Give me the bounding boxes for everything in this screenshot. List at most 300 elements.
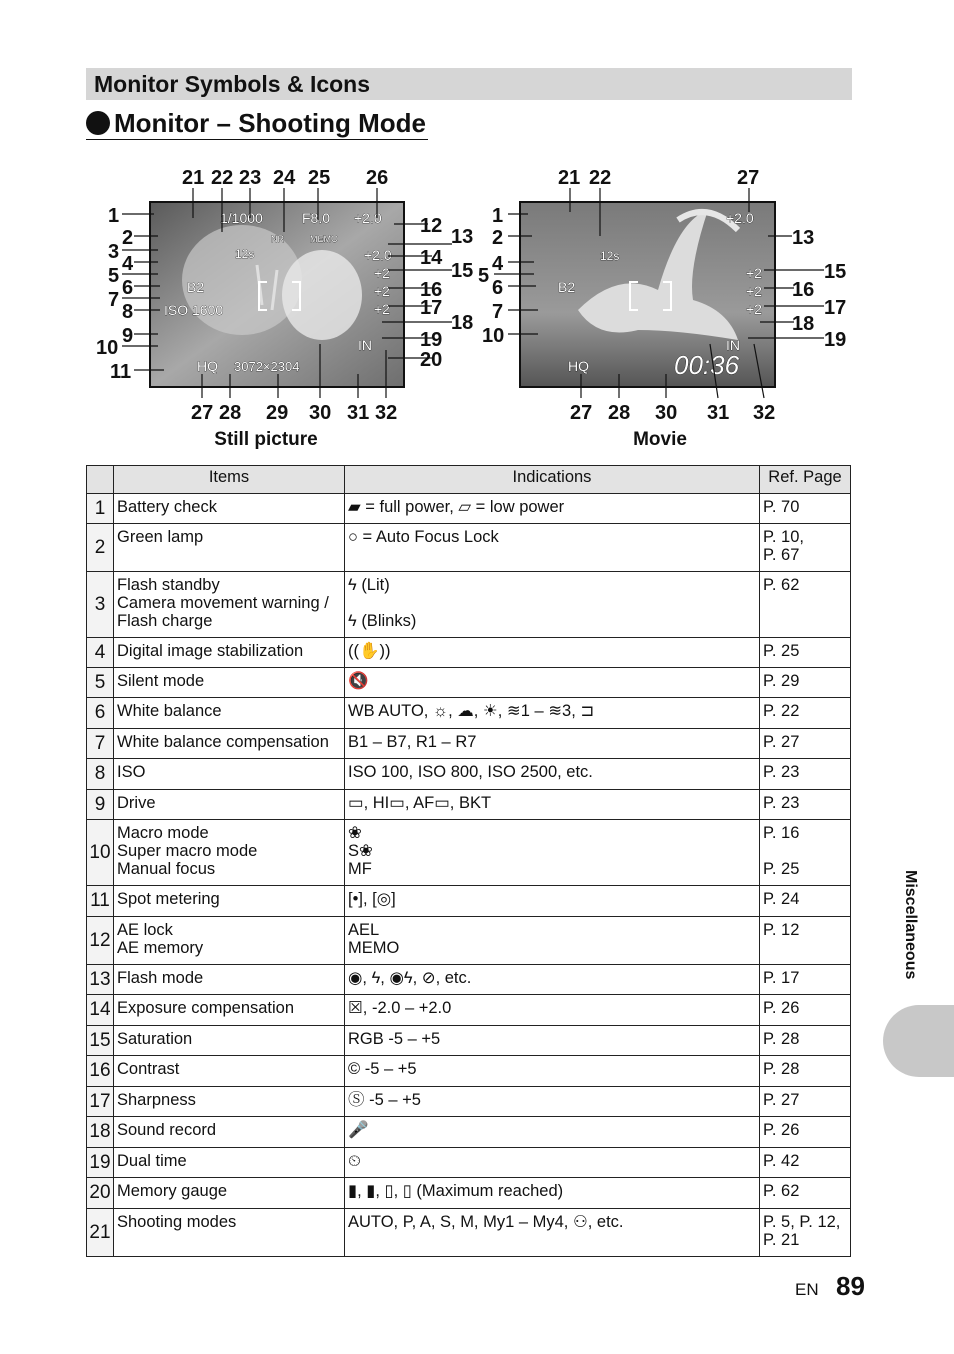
row-item: [114, 1056, 345, 1087]
row-ref-page-line: P. 23: [763, 763, 800, 781]
row-indication-line: © -5 – +5: [348, 1060, 417, 1078]
callout-22: 22: [211, 167, 234, 189]
row-ref-page-line: P. 23: [763, 794, 800, 812]
row-ref-page-line: P. 42: [763, 1152, 800, 1170]
row-indication: [345, 1087, 760, 1117]
row-indication-line: Ⓢ -5 – +5: [348, 1091, 421, 1109]
table-header-row: [87, 466, 851, 494]
section-title: Monitor Symbols & Icons: [86, 68, 852, 100]
row-ref-page-line: P. 67: [763, 546, 800, 564]
row-indication-line: ((✋)): [348, 642, 391, 660]
screen-aperture: F8.0: [302, 210, 331, 226]
row-indication: [345, 886, 760, 917]
still-picture-svg: [92, 160, 452, 425]
row-item-line: White balance: [117, 702, 222, 720]
movie-callout-13: 13: [792, 227, 815, 249]
row-item-line: Macro mode: [117, 824, 209, 842]
row-item: [114, 1026, 345, 1056]
row-item: [114, 790, 345, 820]
row-item-line: AE lock: [117, 921, 173, 939]
table-row: [87, 1117, 851, 1148]
table-row: [87, 668, 851, 698]
row-indication: [345, 917, 760, 965]
movie-callout-27: 27: [570, 402, 593, 424]
row-ref-page: [760, 494, 851, 524]
movie-callout-5: 5: [478, 265, 490, 287]
movie-svg: [478, 160, 848, 425]
row-item: [114, 917, 345, 965]
movie-screen-contrast: +2: [746, 283, 762, 299]
row-indication: [345, 1148, 760, 1178]
movie-callout-4: 4: [492, 253, 504, 275]
row-indication: [345, 572, 760, 638]
callout-9: 9: [122, 325, 134, 347]
row-item-line: Sharpness: [117, 1091, 196, 1109]
callout-2: 2: [122, 227, 134, 249]
row-item: [114, 1117, 345, 1148]
movie-callout-32: 32: [753, 402, 776, 424]
row-indication-line: ⏲: [348, 1152, 361, 1170]
row-number-text: 18: [89, 1121, 111, 1142]
row-indication-line: S❀: [348, 842, 373, 860]
row-ref-page-line: P. 17: [763, 969, 800, 987]
row-indication-line: B1 – B7, R1 – R7: [348, 733, 477, 751]
row-item-line: Flash charge: [117, 612, 213, 630]
row-indication-line: ▰ = full power, ▱ = low power: [348, 498, 565, 516]
row-ref-page-line: P. 26: [763, 1121, 800, 1139]
row-number: [87, 1178, 114, 1209]
callout-17: 17: [420, 297, 443, 319]
row-number: [87, 759, 114, 790]
row-number: [87, 698, 114, 729]
movie-callout-27-top: 27: [737, 167, 760, 189]
row-item-line: Super macro mode: [117, 842, 258, 860]
row-number-text: 19: [89, 1151, 111, 1173]
row-item: [114, 820, 345, 886]
movie-screen-wb-comp: B2: [558, 279, 576, 295]
row-item-line: Saturation: [117, 1030, 193, 1048]
side-tab-label: Miscellaneous: [902, 870, 919, 980]
row-ref-page: [760, 729, 851, 759]
row-number: [87, 1056, 114, 1087]
movie-callout-17: 17: [824, 297, 847, 319]
row-number: [87, 965, 114, 995]
row-number-text: 21: [89, 1221, 111, 1243]
table-row: [87, 729, 851, 759]
row-ref-page-line: P. 62: [763, 576, 800, 594]
row-ref-page-line: P. 25: [763, 860, 800, 878]
row-ref-page: [760, 995, 851, 1026]
row-item: [114, 668, 345, 698]
row-number: [87, 1209, 114, 1257]
callout-32: 32: [375, 402, 398, 424]
row-ref-page-line: P. 26: [763, 999, 800, 1017]
row-number: [87, 668, 114, 698]
row-item: [114, 965, 345, 995]
table-row: [87, 494, 851, 524]
table-row: [87, 790, 851, 820]
row-item-line: Contrast: [117, 1060, 180, 1078]
table-row: [87, 524, 851, 572]
header-indications: Indications: [345, 466, 760, 494]
row-ref-page: [760, 1209, 851, 1257]
row-number: [87, 790, 114, 820]
screen-wb-comp: B2: [187, 279, 205, 295]
row-item-line: Dual time: [117, 1152, 187, 1170]
row-number-text: 14: [89, 999, 111, 1020]
movie-screen-memory: IN: [726, 337, 740, 353]
row-number-text: 9: [94, 793, 106, 815]
row-number: [87, 917, 114, 965]
row-number: [87, 638, 114, 668]
movie-callout-10: 10: [482, 325, 505, 347]
row-item-line: Flash mode: [117, 969, 204, 987]
callout-7: 7: [108, 289, 120, 311]
callout-28: 28: [219, 402, 242, 424]
row-item: [114, 494, 345, 524]
row-indication-line: MEMO: [348, 939, 400, 957]
row-item: [114, 886, 345, 917]
row-ref-page-line: P. 28: [763, 1060, 800, 1078]
row-item: [114, 638, 345, 668]
header-items: Items: [114, 466, 345, 494]
screen-nr: NR: [271, 234, 284, 244]
table-row: [87, 1148, 851, 1178]
bullet-icon: [86, 111, 110, 135]
movie-callout-2: 2: [492, 227, 504, 249]
row-item-line: ISO: [117, 763, 146, 781]
row-item-line: Spot metering: [117, 890, 220, 908]
row-number-text: 16: [89, 1060, 111, 1081]
row-indication: [345, 790, 760, 820]
page-title-text: Monitor – Shooting Mode: [114, 108, 426, 138]
row-item: [114, 1178, 345, 1209]
row-number-text: 12: [89, 929, 111, 951]
table-row: [87, 759, 851, 790]
callout-1: 1: [108, 205, 120, 227]
callout-12: 12: [420, 215, 443, 237]
row-ref-page: [760, 1178, 851, 1209]
row-ref-page-line: P. 70: [763, 498, 800, 516]
table-row: [87, 1056, 851, 1087]
table-row: [87, 965, 851, 995]
row-number-text: 6: [94, 702, 106, 723]
callout-29: 29: [266, 402, 289, 424]
screen-shutter: 1/1000: [220, 210, 263, 226]
row-ref-page-line: P. 29: [763, 672, 800, 690]
row-indication-line: AUTO, P, A, S, M, My1 – My4, ⚇, etc.: [348, 1213, 624, 1231]
row-indication-line: ϟ (Lit): [348, 576, 390, 594]
movie-callout-18: 18: [792, 313, 815, 335]
movie-callout-7: 7: [492, 301, 504, 323]
table-row: [87, 698, 851, 729]
row-ref-page: [760, 917, 851, 965]
screen-exp: +2.0: [354, 210, 382, 226]
row-item: [114, 729, 345, 759]
movie-screen-sharp: +2: [746, 301, 762, 317]
movie-callout-16: 16: [792, 279, 815, 301]
table-row: [87, 572, 851, 638]
table-row: [87, 820, 851, 886]
row-item: [114, 995, 345, 1026]
row-number-text: 11: [90, 890, 110, 911]
row-indication-line: AEL: [348, 921, 380, 939]
row-ref-page-line: P. 21: [763, 1231, 800, 1249]
movie-diagram: [478, 160, 848, 425]
row-indication-line: 🎤: [348, 1121, 369, 1139]
callout-25: 25: [308, 167, 331, 189]
row-number-text: 3: [94, 593, 106, 615]
table-row: [87, 1209, 851, 1257]
row-number-text: 15: [89, 1029, 111, 1051]
movie-screen-exp: +2.0: [726, 210, 754, 226]
row-number-text: 10: [89, 841, 111, 863]
row-indication: [345, 524, 760, 572]
row-item-line: AE memory: [117, 939, 204, 957]
movie-callout-31: 31: [707, 402, 730, 424]
row-indication-line: RGB -5 – +5: [348, 1030, 441, 1048]
row-ref-page-line: P. 5, P. 12,: [763, 1213, 841, 1231]
row-indication: [345, 1056, 760, 1087]
callout-24: 24: [273, 167, 296, 189]
table-row: [87, 917, 851, 965]
table-body: [87, 494, 851, 1257]
row-item-line: Memory gauge: [117, 1182, 228, 1200]
screen-memory: IN: [358, 337, 372, 353]
row-indication-line: MF: [348, 860, 372, 878]
movie-callout-15: 15: [824, 261, 847, 283]
row-ref-page: [760, 638, 851, 668]
row-item-line: Sound record: [117, 1121, 217, 1139]
row-number: [87, 1087, 114, 1117]
table-row: [87, 886, 851, 917]
row-indication-line: 🔇: [348, 672, 369, 690]
row-ref-page: [760, 1117, 851, 1148]
movie-callout-19: 19: [824, 329, 847, 351]
row-ref-page: [760, 759, 851, 790]
callout-21: 21: [182, 167, 205, 189]
row-item: [114, 698, 345, 729]
row-number-text: 20: [89, 1182, 111, 1203]
side-tab: [883, 1005, 954, 1077]
movie-caption: Movie: [633, 429, 687, 450]
callout-30: 30: [309, 402, 332, 424]
movie-callout-28: 28: [608, 402, 631, 424]
movie-callout-30: 30: [655, 402, 678, 424]
row-number-text: 13: [89, 968, 111, 990]
row-item: [114, 1148, 345, 1178]
row-item-line: Digital image stabilization: [117, 642, 304, 660]
page-title: [86, 106, 428, 140]
callout-11: 11: [110, 361, 132, 383]
row-number: [87, 729, 114, 759]
row-ref-page-line: P. 16: [763, 824, 800, 842]
row-item-line: Green lamp: [117, 528, 204, 546]
callout-14: 14: [420, 247, 443, 269]
row-number-text: 1: [94, 497, 106, 519]
row-indication: [345, 638, 760, 668]
row-ref-page-line: P. 25: [763, 642, 800, 660]
callout-10: 10: [96, 337, 119, 359]
row-ref-page-line: P. 24: [763, 890, 800, 908]
row-item-line: Silent mode: [117, 672, 205, 690]
row-number: [87, 820, 114, 886]
callout-3: 3: [108, 241, 120, 263]
page-number: 89: [836, 1271, 865, 1301]
movie-callout-21: 21: [558, 167, 581, 189]
row-ref-page-line: P. 12: [763, 921, 800, 939]
screen-sharp: +2: [374, 301, 390, 317]
row-indication-line: ❀: [348, 824, 362, 842]
footer-lang: EN: [795, 1280, 819, 1299]
row-number: [87, 1117, 114, 1148]
callout-26: 26: [366, 167, 389, 189]
row-item-line: Exposure compensation: [117, 999, 295, 1017]
callout-23: 23: [239, 167, 262, 189]
movie-screen-time: 00:36: [674, 350, 740, 380]
row-item: [114, 1209, 345, 1257]
screen-memo: MEMO: [310, 234, 338, 244]
screen-size: 3072×2304: [234, 359, 300, 374]
callout-20: 20: [420, 349, 443, 371]
row-number: [87, 995, 114, 1026]
row-ref-page: [760, 668, 851, 698]
row-ref-page-line: P. 27: [763, 1091, 800, 1109]
row-indication-line: ○ = Auto Focus Lock: [348, 528, 499, 546]
row-item-line: Manual focus: [117, 860, 216, 878]
row-item: [114, 1087, 345, 1117]
callout-16: 16: [420, 279, 443, 301]
row-ref-page-line: P. 28: [763, 1030, 800, 1048]
row-indication-line: ☒, -2.0 – +2.0: [348, 999, 452, 1017]
callout-27: 27: [191, 402, 214, 424]
row-number: [87, 1026, 114, 1056]
row-indication: [345, 1026, 760, 1056]
callout-6: 6: [122, 277, 134, 299]
row-item-line: Flash standby: [117, 576, 220, 594]
row-indication: [345, 1117, 760, 1148]
row-indication-line: ▭, HI▭, AF▭, BKT: [348, 794, 492, 812]
row-ref-page-line: P. 22: [763, 702, 800, 720]
row-indication-line: WB AUTO, ☼, ☁, ☀, ≋1 – ≋3, ⊐: [348, 702, 595, 720]
movie-screen-timer: 12s: [600, 249, 620, 263]
row-item: [114, 524, 345, 572]
row-indication-line: ISO 100, ISO 800, ISO 2500, etc.: [348, 763, 593, 781]
row-ref-page: [760, 886, 851, 917]
callout-5: 5: [108, 265, 120, 287]
row-indication: [345, 1209, 760, 1257]
row-indication-line: ▮, ▮, ▯, ▯ (Maximum reached): [348, 1182, 564, 1200]
row-indication: [345, 965, 760, 995]
row-indication-line: ◉, ϟ, ◉ϟ, ⊘, etc.: [348, 969, 472, 987]
row-item: [114, 759, 345, 790]
row-number: [87, 886, 114, 917]
callout-15: 15: [451, 260, 474, 282]
row-number-text: 7: [94, 732, 106, 754]
movie-screen-quality: HQ: [568, 358, 589, 374]
symbols-table: [86, 465, 851, 1257]
row-number: [87, 494, 114, 524]
header-num: [87, 466, 114, 494]
still-caption: Still picture: [214, 429, 318, 450]
row-indication-line: [•], [◎]: [348, 890, 396, 908]
callout-8: 8: [122, 301, 134, 323]
callout-4: 4: [122, 253, 134, 275]
row-ref-page: [760, 1056, 851, 1087]
row-ref-page: [760, 698, 851, 729]
row-ref-page: [760, 820, 851, 886]
screen-flash-exp: +2.0: [364, 247, 392, 263]
row-ref-page: [760, 524, 851, 572]
header-ref-page: Ref. Page: [760, 466, 851, 494]
callout-18: 18: [451, 312, 474, 334]
screen-iso: ISO 1600: [164, 302, 224, 318]
row-indication-line: ϟ (Blinks): [348, 612, 417, 630]
movie-callout-1: 1: [492, 205, 504, 227]
row-indication: [345, 698, 760, 729]
row-indication: [345, 729, 760, 759]
row-indication: [345, 494, 760, 524]
screen-timer: 12s: [235, 247, 255, 261]
table-row: [87, 995, 851, 1026]
row-ref-page-line: P. 10,: [763, 528, 804, 546]
row-item-line: White balance compensation: [117, 733, 329, 751]
row-number-text: 17: [89, 1090, 111, 1112]
movie-callout-22: 22: [589, 167, 612, 189]
row-indication: [345, 995, 760, 1026]
still-picture-diagram: [92, 160, 452, 425]
callout-13: 13: [451, 226, 474, 248]
screen-quality: HQ: [197, 358, 218, 374]
callout-19: 19: [420, 329, 443, 351]
row-number-text: 4: [94, 641, 106, 663]
row-indication: [345, 820, 760, 886]
row-ref-page: [760, 965, 851, 995]
row-ref-page: [760, 1087, 851, 1117]
row-number: [87, 524, 114, 572]
table-row: [87, 1087, 851, 1117]
row-indication: [345, 759, 760, 790]
screen-contrast: +2: [374, 283, 390, 299]
row-item-line: Battery check: [117, 498, 217, 516]
table-row: [87, 638, 851, 668]
movie-screen-sat: +2: [746, 265, 762, 281]
row-item-line: Drive: [117, 794, 156, 812]
row-item-line: Camera movement warning /: [117, 594, 329, 612]
row-indication: [345, 1178, 760, 1209]
row-item-line: Shooting modes: [117, 1213, 237, 1231]
row-ref-page: [760, 572, 851, 638]
row-number-text: 2: [94, 536, 106, 558]
row-ref-page-line: [763, 842, 847, 860]
screen-sat: +2: [374, 265, 390, 281]
row-indication: [345, 668, 760, 698]
row-ref-page-line: P. 27: [763, 733, 800, 751]
callout-31: 31: [347, 402, 370, 424]
row-ref-page: [760, 1148, 851, 1178]
table-row: [87, 1178, 851, 1209]
row-ref-page: [760, 790, 851, 820]
row-number-text: 8: [94, 763, 106, 784]
row-item: [114, 572, 345, 638]
row-number-text: 5: [94, 671, 106, 693]
movie-callout-6: 6: [492, 277, 504, 299]
row-number: [87, 1148, 114, 1178]
row-number: [87, 572, 114, 638]
row-ref-page: [760, 1026, 851, 1056]
row-ref-page-line: P. 62: [763, 1182, 800, 1200]
table-row: [87, 1026, 851, 1056]
